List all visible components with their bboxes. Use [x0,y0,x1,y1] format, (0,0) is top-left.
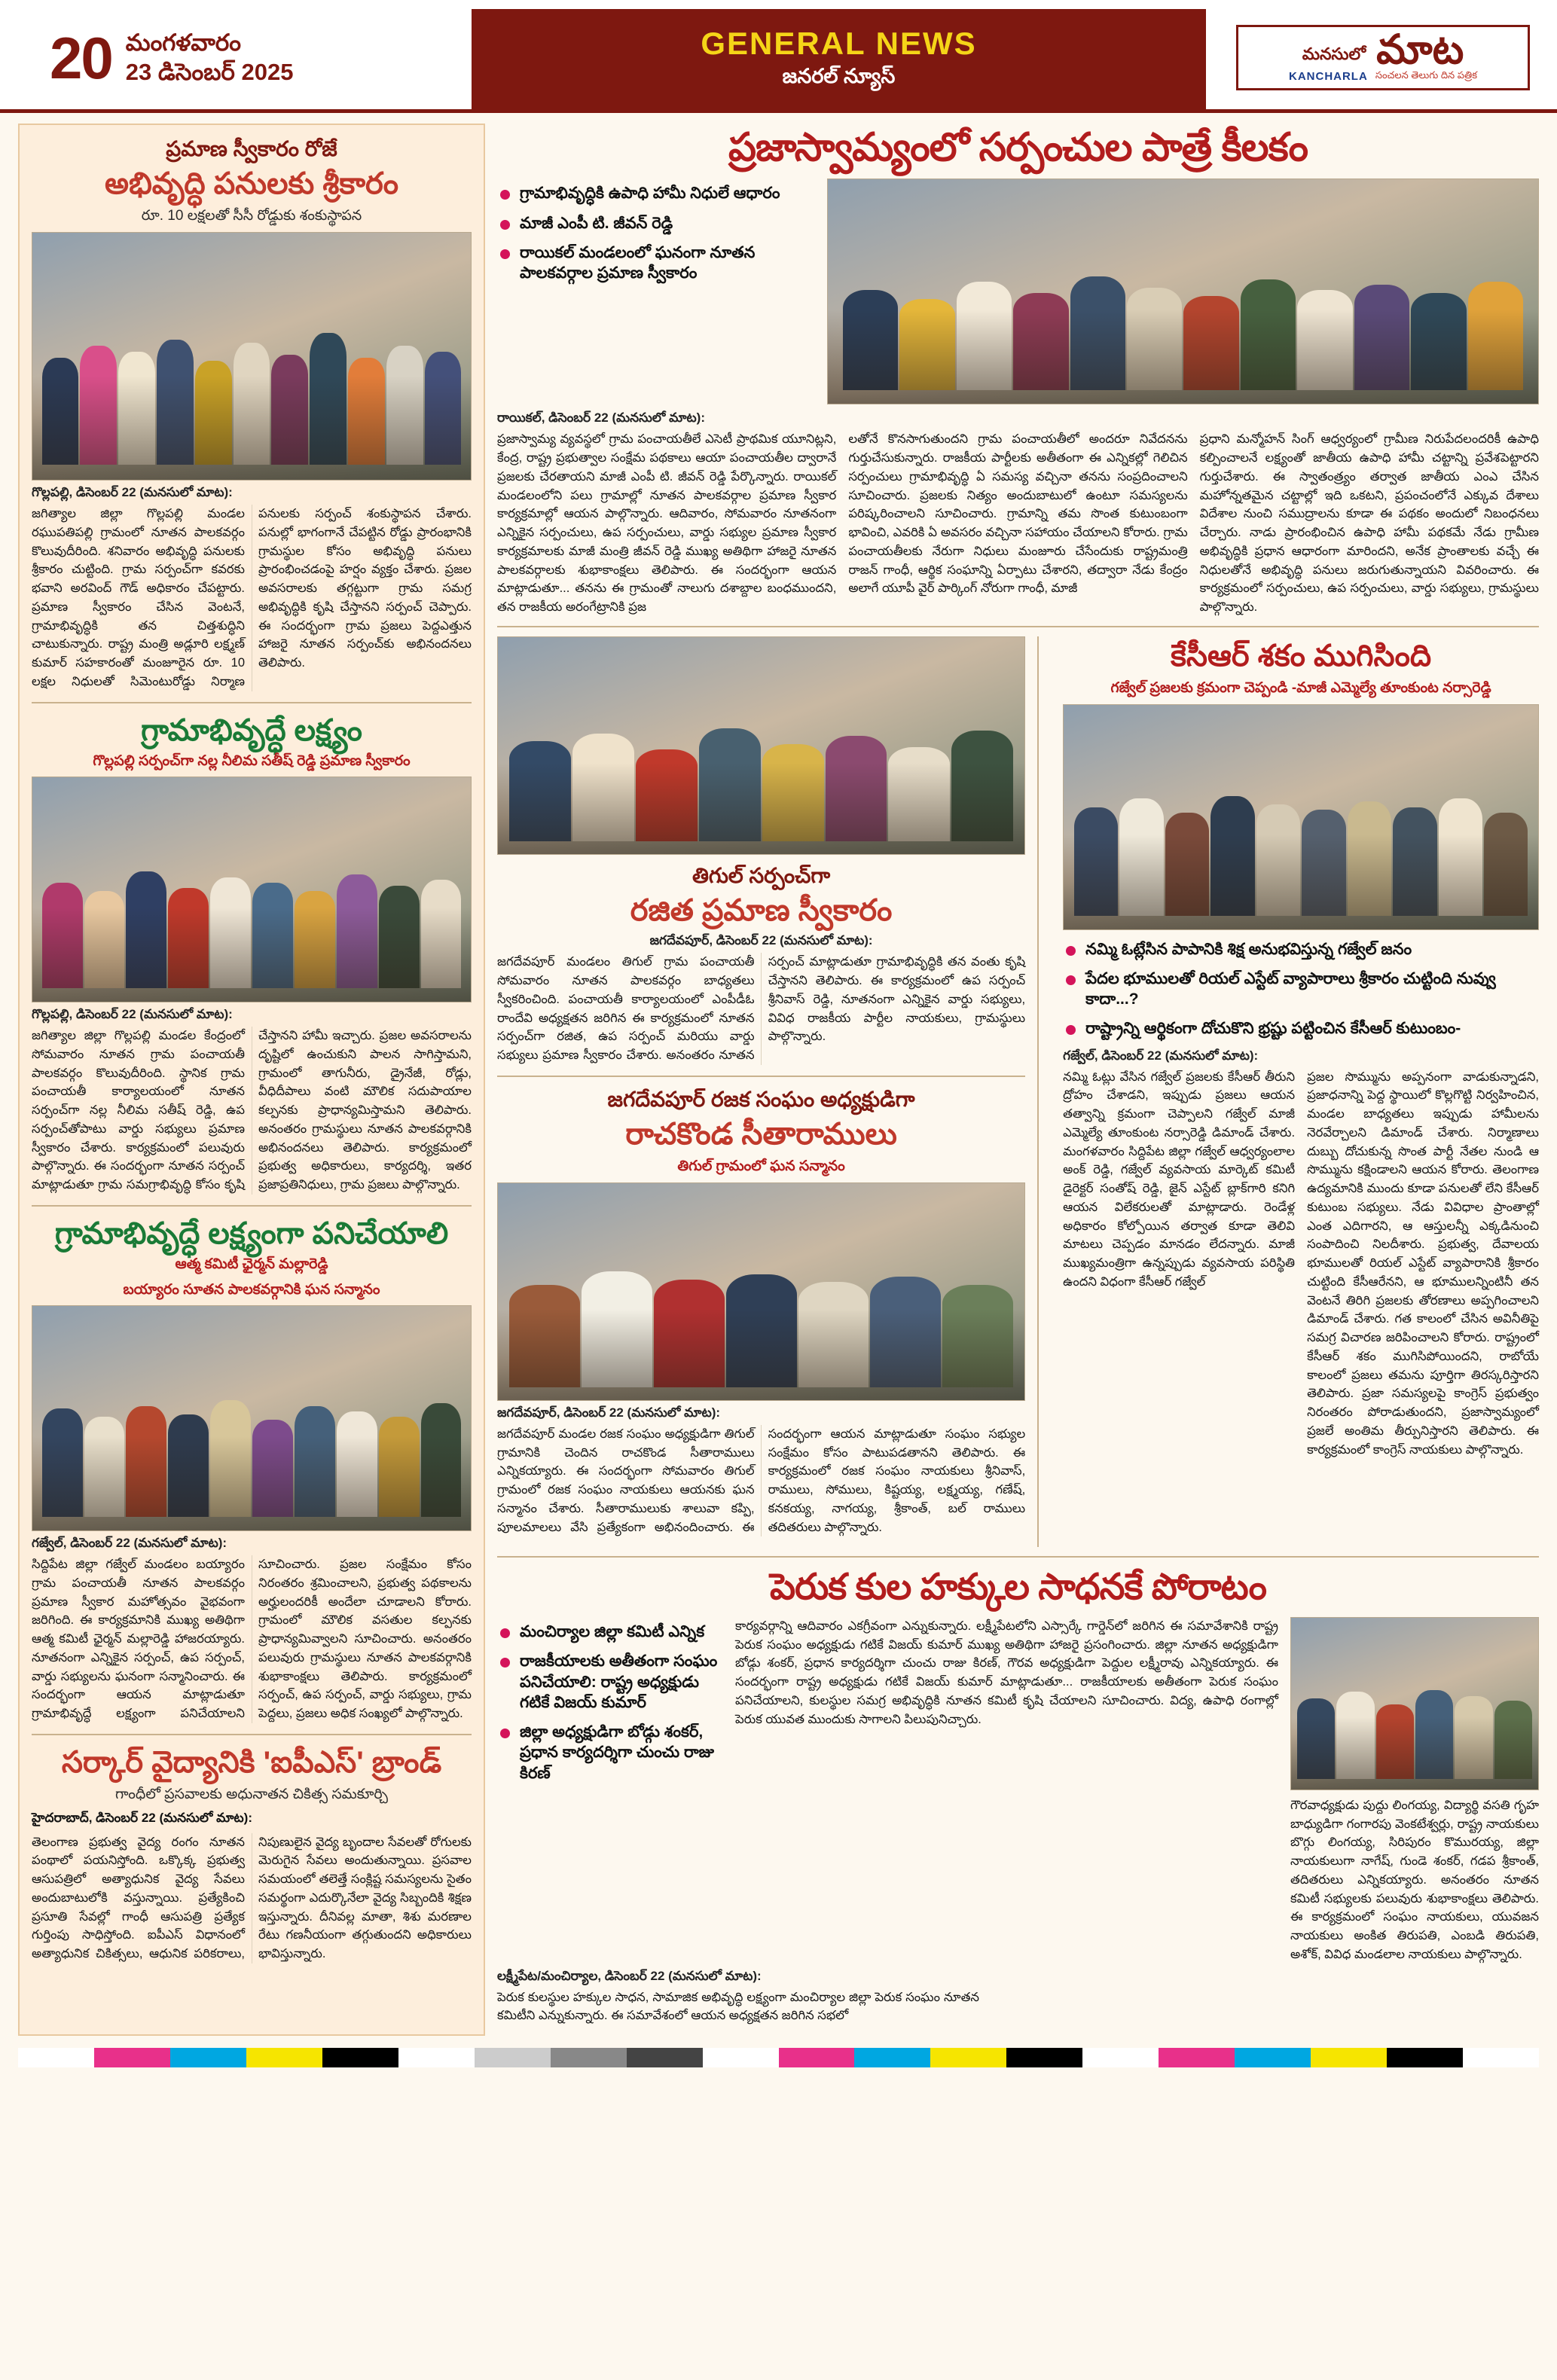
peruka-bullet-list [497,1622,723,1783]
divider [32,1205,472,1207]
divider [497,1076,1025,1077]
article-body: తెలంగాణ ప్రభుత్వ వైద్య రంగం నూతన పంథాలో పయనిస్తోంది. ఒక్కొక్క ప్రభుత్వ ఆసుపత్రిలో అత్యాధునిక వైద్య సేవలు అందుబాటులోకి వస్తున్నాయి. ప్రత్యేకించి ప్రసూతి సేవల్లో గాంధీ ఆసుపత్రి ప్రత్యేక గుర్తింపు సాధిస్తోంది. ఐపీఎస్ విధానంలో అత్యాధునిక చికిత్సలు, ఆధునిక పరికరాలు, నిపుణులైన వైద్య బృందాల సేవలతో రోగులకు మెరుగైన సేవలు అందుతున్నాయి. ప్రసవాల సమయంలో తలెత్తే సంక్లిష్ట సమస్యలను సైతం సమర్థంగా ఎదుర్కొనేలా వైద్య సిబ్బందికి శిక్షణ ఇస్తున్నారు. దీనివల్ల మాతా, శిశు మరణాల రేటు గణనీయంగా తగ్గుతుందని అధికారులు భావిస్తున్నారు. [32,1835,472,1961]
article-tigul-sarpanch [497,636,1025,1065]
article-sarpanchula-patre-keelakam [497,125,1539,617]
bullet-item: రాజకీయాలకు అతీతంగా సంఘం పనిచేయాలి: రాష్ట్ర అధ్యక్షుడు గటికే విజయ్ కుమార్ [497,1651,723,1713]
article-dateline: జగదేవపూర్, డిసెంబర్ 22 (మనసులో మాట): [649,933,873,948]
article-photo [32,777,472,1002]
article-body: జగదేవపూర్ మండల రజక సంఘం అధ్యక్షుడిగా తిగుల్ గ్రామానికి చెందిన రాచకొండ సీతారాములు ఎన్నికయ్యారు. ఈ సందర్భంగా సోమవారం తిగుల్ గ్రామంలో రజక సంఘం నాయకులు ఆయనకు ఘన సన్మానం చేశారు. సీతారాములుకు శాలువా కప్పి, పూలమాలలు వేసి ప్రత్యేకంగా అభినందించారు. ఈ సందర్భంగా ఆయన మాట్లాడుతూ సంఘం సభ్యుల సంక్షేమం కోసం పాటుపడతానని తెలిపారు. ఈ కార్యక్రమంలో రజక సంఘం నాయకులు శ్రీనివాస్, రాములు, సోములు, కిష్టయ్య, లక్ష్మయ్య, గణేష్, కనకయ్య, నాగయ్య, శ్రీకాంత్, బల్ రాములు తదితరులు పాల్గొన్నారు. [497,1426,1026,1534]
article-headline: రజిత ప్రమాణ స్వీకారం [630,894,893,928]
masthead-day-number: 20 [50,24,112,91]
bullet-item: నమ్మి ఓట్లేసిన పాపానికి శిక్ష అనుభవిస్తున్న గజ్వేల్ జనం [1063,939,1539,960]
article-photo [32,1305,472,1531]
main-body-col-2: లతోనే కొనసాగుతుందని గ్రామ పంచాయతీలో అందరూ నివేదనను గుర్తుచేసుకున్నారు. రాజకీయ పార్టీలకు అతీతంగా ఈ ఎన్నికల్లో గెలిచిన సర్పంచులు గ్రామాభివృద్ధి ఏ సమస్య వచ్చినా తనను సంప్రదించాలని సూచించారు. ప్రజలకు నిత్యం అందుబాటులో ఉంటూ సమస్యలను పరిష్కరించాలని సూచించారు. గ్రామాన్ని తమ సొంత కుటుంబంగా భావించి, ఎవరికి ఏ అవసరం వచ్చినా సహాయం చేయాలని కోరారు. గ్రామ పంచాయతీలకు నేరుగా నిధులు మంజూరు చేసేందుకు రాష్ట్రమంత్రి రాజన్ గాంధీ, ఆర్థిక సంఘాన్ని ఏర్పాటు చేశారని, తద్వారా నేడు కేంద్రం అలాగే యూపీ వైర్ పార్కింగ్ నోరుగా గాంధీ, మాజీ [848,432,1188,596]
main-headline: ప్రజాస్వామ్యంలో సర్పంచుల పాత్రే కీలకం [728,126,1308,169]
masthead-date-text: 23 డిసెంబర్ 2025 [125,58,294,85]
divider [32,1734,472,1735]
article-photo [497,636,1025,855]
article-photo [1290,1617,1539,1790]
article-body: జగిత్యాల జిల్లా గొల్లపల్లి మండల కేంద్రంలో సోమవారం నూతన గ్రామ పంచాయతీ పాలకవర్గం కొలువుదీరింది. స్థానిక గ్రామ పంచాయతీ కార్యాలయంలో నూతన సర్పంచ్‌గా నల్ల నీలిమ సతీష్ రెడ్డి, ఉప సర్పంచ్‌తోపాటు వార్డు సభ్యులు ప్రమాణ స్వీకారం చేశారు. కార్యక్రమంలో పలువురు పాల్గొన్నారు. ఈ సందర్భంగా నూతన సర్పంచ్ మాట్లాడుతూ గ్రామ సమగ్రాభివృద్ధి కోసం కృషి చేస్తానని హామీ ఇచ్చారు. ప్రజల అవసరాలను దృష్టిలో ఉంచుకుని పాలన సాగిస్తామని, గ్రామంలో తాగునీరు, డ్రైనేజీ, రోడ్లు, వీధిదీపాలు వంటి మౌలిక సదుపాయాల కల్పనకు ప్రాధాన్యమిస్తామని తెలిపారు. అనంతరం గ్రామస్థులు నూతన పాలకవర్గానికి అభినందనలు తెలిపారు. కార్యక్రమంలో ప్రభుత్వ అధికారులు, కార్యదర్శి, ఇతర ప్రజాప్రతినిధులు, గ్రామ ప్రజలు పాల్గొన్నారు. [32,1029,472,1192]
bullet-item: రాయికల్ మండలంలో ఘనంగా నూతన పాలకవర్గాల ప్రమాణ స్వీకారం [497,243,814,284]
bullet-item: గ్రామాభివృద్ధికి ఉపాధి హామీ నిధులే ఆధారం [497,183,814,203]
article-headline: గ్రామాభివృద్ధే లక్ష్యం [141,713,362,747]
article-body: జగదేవపూర్ మండలం తిగుల్ గ్రామ పంచాయతీ సోమవారం నూతన పాలకవర్గం బాధ్యతలు స్వీకరించింది. పంచాయతీ కార్యాలయంలో ఎంపీడీఓ రాందేవి అధ్యక్షతన జరిగిన ఈ కార్యక్రమంలో నూతన సర్పంచ్‌గా రజిత, ఉప సర్పంచ్ మరియు వార్డు సభ్యులు ప్రమాణ స్వీకారం చేశారు. అనంతరం నూతన సర్పంచ్ మాట్లాడుతూ గ్రామాభివృద్ధికి తన వంతు కృషి చేస్తానని తెలిపారు. ఈ కార్యక్రమంలో ఉప సర్పంచ్ శ్రీనివాస్ రెడ్డి, నూతనంగా ఎన్నికైన వార్డు సభ్యులు, వివిధ రాజకీయ పార్టీల నాయకులు, గ్రామస్థులు పాల్గొన్నారు. [497,955,1026,1062]
masthead-section-banner [472,9,1206,109]
article-headline: గ్రామాభివృద్ధే లక్ష్యంగా పనిచేయాలి [54,1216,449,1250]
bullet-item: మంచిర్యాల జిల్లా కమిటీ ఎన్నిక [497,1622,723,1642]
masthead-weekday: మంగళవారం [125,29,241,56]
article-headline: సర్కార్ వైద్యానికి 'ఐపీఎస్' బ్రాండ్ [61,1745,442,1779]
article-subhead: గజ్వేల్ ప్రజలకు క్రమంగా చెప్పండి -మాజీ ఎమ్మెల్యే తూంకుంట నర్సారెడ్డి [1110,679,1491,696]
article-dateline: హైదరాబాద్, డిసెంబర్ 22 (మనసులో మాట): [32,1810,252,1825]
bullet-item: మాజీ ఎంపీ టి. జీవన్ రెడ్డి [497,213,814,233]
main-bullet-list [497,183,814,283]
bullet-item: రాష్ట్రాన్ని ఆర్థికంగా దోచుకొని భ్రష్టు పట్టించిన కేసీఆర్ కుటుంబం- [1063,1018,1539,1039]
main-article-dateline: రాయికల్, డిసెంబర్ 22 (మనసులో మాట): [497,410,705,426]
bullet-item: పేదల భూములతో రియల్ ఎస్టేట్ వ్యాపారాలు శ్రీకారం చుట్టింది నువ్వు కాదా...? [1063,969,1539,1010]
article-dateline: గజ్వేల్, డిసెంబర్ 22 (మనసులో మాట): [1063,1048,1259,1063]
article-subhead: రూ. 10 లక్షలతో సీసీ రోడ్డుకు శంకుస్థాపన [141,208,362,224]
article-kcr-shakam-mugisindi [1063,638,1539,1460]
main-body-col-1: ప్రజాస్వామ్య వ్యవస్థలో గ్రామ పంచాయతీలే ఎసెటీ ప్రాథమిక యూనిట్లని, కేంద్ర, రాష్ట్ర ప్రభుత్వాల సంక్షేమ పథకాలు ఆయా పంచాయతీల ద్వారానే ప్రజలకు చేరతాయని మాజీ ఎంపీ టి. జీవన్ రెడ్డి పేర్కొన్నారు. రాయికల్ మండలంలోని పలు గ్రామాల్లో నూతన పాలకవర్గాల ప్రమాణ స్వీకార కార్యక్రమాల్లో ఆయన పాల్గొన్నారు. ఆదివారం, సోమవారం నూతనంగా ఎన్నికైన సర్పంచులు, ఉప సర్పంచులు, వార్డు సభ్యుల ప్రమాణ స్వీకార కార్యక్రమాలకు మాజీ మంత్రి జీవన్ రెడ్డి ముఖ్య అతిథిగా హాజరై నూతన పాలకవర్గాలకు శుభాకాంక్షలు తెలిపారు. ఈ సందర్భంగా ఆయన మాట్లాడుతూ... తనను ఈ గ్రామంతో నాలుగు దశాబ్దాల బంధముందని, తన రాజకీయ అరంగేట్రానికి ప్రజ [497,432,837,615]
print-registration-colorbar [18,2048,1539,2067]
section-title-en: GENERAL NEWS [701,25,977,61]
article-subhead-2: బయ్యారం సూతన పాలకవర్గానికి ఘన సన్మానం [123,1281,380,1298]
logo-publisher: KANCHARLA [1288,70,1368,84]
article-subhead: గాంధీలో ప్రసవాలకు అధునాతన చికిత్స సమకూర్చి [115,1786,388,1802]
article-gramabhivruddhe-lakshyam [32,712,472,1195]
article-photo [32,232,472,481]
article-kicker: తిగుల్ సర్పంచ్‌గా [691,863,831,887]
article-dateline: గజ్వేల్, డిసెంబర్ 22 (మనసులో మాట): [32,1536,227,1551]
article-dateline: లక్ష్మీపేట/మంచిర్యాల, డిసెంబర్ 22 (మనసులో మాట): [497,1968,762,1983]
bullet-item: జిల్లా అధ్యక్షుడిగా బోడ్గు శంకర్, ప్రధాన కార్యదర్శిగా చుంచు రాజు కిరణ్ [497,1722,723,1783]
article-subhead-1: ఆత్మ కమిటీ ఛైర్మన్ మల్లారెడ్డి [175,1256,328,1272]
article-body: సిద్దిపేట జిల్లా గజ్వేల్ మండలం బయ్యారం గ్రామ పంచాయతీ నూతన పాలకవర్గం ప్రమాణ స్వీకార మహోత్సవం వైభవంగా జరిగింది. ఈ కార్యక్రమానికి ముఖ్య అతిథిగా ఆత్మ కమిటీ ఛైర్మన్ మల్లారెడ్డి హాజరయ్యారు. నూతనంగా ఎన్నికైన సర్పంచ్, ఉప సర్పంచ్, వార్డు సభ్యులను ఘనంగా సన్మానించారు. ఈ సందర్భంగా ఆయన మాట్లాడుతూ గ్రామాభివృద్ధే లక్ష్యంగా పనిచేయాలని సూచించారు. ప్రజల సంక్షేమం కోసం నిరంతరం శ్రమించాలని, ప్రభుత్వ పథకాలను అర్హులందరికీ అందేలా చూడాలని కోరారు. గ్రామంలో మౌలిక వసతుల కల్పనకు ప్రాధాన్యమివ్వాలని సూచించారు. అనంతరం పలువురు గ్రామస్థులు నూతన పాలకవర్గానికి శుభాకాంక్షలు తెలిపారు. కార్యక్రమంలో సర్పంచ్, ఉప సర్పంచ్, వార్డు సభ్యులు, గ్రామ పెద్దలు, ప్రజలు అధిక సంఖ్యలో పాల్గొన్నారు. [32,1558,472,1721]
divider [497,626,1539,627]
article-photo [497,1182,1025,1401]
article-body: జగిత్యాల జిల్లా గొల్లపల్లి మండల రఘుపతిపల్లి గ్రామంలో నూతన పాలకవర్గం కొలువుదీరింది. శనివారం అభివృద్ధి పనులకు శ్రీకారం చుట్టింది. గ్రామ సర్పంచ్‌గా కవరకు భవాని అరవింద్ గౌడ్ అధికారం చేపట్టారు. ప్రమాణ స్వీకారం చేసిన వెంటనే, గ్రామాభివృద్ధికి తన చిత్తశుద్ధిని చాటుకున్నారు. రాష్ట్ర మంత్రి అడ్లూరి లక్ష్మణ్ కుమార్ సహకారంతో మంజూరైన రూ. 10 లక్షల నిధులతో సిమెంటురోడ్డు నిర్మాణ పనులకు సర్పంచ్ శంకుస్థాపన చేశారు. పనుల్లో భాగంగానే చేపట్టిన రోడ్డు ప్రారంభానికి గ్రామస్థుల కోసం అభివృద్ధి పనులు ప్రారంభించడంపై హర్షం వ్యక్తం చేశారు. ప్రజల అవసరాలకు తగ్గట్టుగా గ్రామ సమగ్ర అభివృద్ధికి కృషి చేస్తానని సర్పంచ్ చెప్పారు. ఈ సందర్భంగా గ్రామ ప్రజలు పెద్దఎత్తున హాజరై నూతన సర్పంచ్‌కు అభినందనలు తెలిపారు. [32,507,472,688]
main-body-col-3: ప్రధాని మన్మోహన్ సింగ్ ఆధ్వర్యంలో గ్రామీణ నిరుపేదలందరికీ ఉపాధి కల్పించాలనే లక్ష్యంతో జాతీయ ఉపాధి హామీ చట్టాన్ని ప్రవేశపెట్టారని గుర్తుచేశారు. ఈ స్వాతంత్ర్యం తర్వాత జాతీయ ఎంఎ చేసిన మహోన్నతమైన చట్టాల్లో ఇది ఒకటని, ప్రపంచంలోనే ఎక్కువ దేశాలు విదేశాల నుంచి సముద్రాలను కూడా ఈ పథకం అందులో నిబంధనలు చేర్చారు. నాడు ప్రారంభించిన ఉపాధి హామీ పథకమే నేడు గ్రామీణ అభివృద్ధికి ప్రధాన ఆధారంగా మారిందని, అనేక ప్రాంతాలకు వచ్చే ఈ నిధులతోనే అభివృద్ధి పనులు జరుగుతున్నాయని వివరించారు. ఈ కార్యక్రమంలో సర్పంచులు, ఉప సర్పంచులు, వార్డు సభ్యులు, గ్రామస్థులు పాల్గొన్నారు. [1199,432,1539,615]
article-ips-brand [32,1744,472,1964]
logo-line1: మనసులో [1302,44,1366,64]
masthead-date [20,6,472,109]
left-column [18,124,485,2036]
middle-band [497,636,1539,1547]
article-dateline: జగదేవపూర్, డిసెంబర్ 22 (మనసులో మాట): [497,1405,721,1420]
page-content [0,113,1557,2043]
kcr-bullet-list [1063,939,1539,1039]
article-kicker: ప్రమాణ స్వీకారం రోజే [166,137,337,160]
peruka-body-col-2: కార్యవర్గాన్ని ఆదివారం ఎకగ్రీవంగా ఎన్నుకున్నారు. లక్ష్మీపేటలోని ఎస్సార్కే గార్డెన్‌లో జరిగిన ఈ సమావేశానికి రాష్ట్ర పెరుక సంఘం అధ్యక్షుడు గటికే విజయ్ కుమార్ ముఖ్య అతిథిగా హాజరై ప్రసంగించారు. జిల్లా నూతన అధ్యక్షుడిగా బోడ్గు శంకర్, ప్రధాన కార్యదర్శిగా చుంచు రాజు కిరణ్, గౌరవ అధ్యక్షుడిగా పెద్దుల లక్ష్మీరావు ఎన్నికయ్యారు. ఈ సందర్భంగా రాష్ట్ర అధ్యక్షుడు గటికే విజయ్ కుమార్ మాట్లాడుతూ... రాజకీయాలకు అతీతంగా పెరుక సంఘం పనిచేయాలని, కులస్థుల సమగ్ర అభివృద్ధికి నూతన కమిటీ కృషి చేయాలని సూచించారు. విద్య, ఉపాధి రంగాల్లో పెరుక యువత ముందుకు సాగాలని పిలుపునిచ్చారు. [735,1619,1278,1726]
article-rajaka-sangham [497,1086,1025,1537]
right-column [497,124,1539,2036]
article-photo [1063,704,1539,930]
logo-line2: మాట [1376,26,1464,72]
divider [497,1556,1539,1558]
article-panicheyali [32,1216,472,1723]
article-headline: పెరుక కుల హక్కుల సాధనకే పోరాటం [769,1567,1267,1608]
article-headline: అభివృద్ధి పనులకు శ్రీకారం [104,167,399,201]
article-peruka-kula-hakkula [497,1567,1539,2025]
article-dateline: గొల్లపల్లి, డిసెంబర్ 22 (మనసులో మాట): [32,1007,233,1022]
article-abhivruddhi-panulaku [32,136,472,691]
masthead [0,0,1557,113]
logo-tagline: సంచలన తెలుగు దిన పత్రిక [1375,69,1477,81]
publication-logo [1206,6,1537,109]
main-article-photo [827,178,1539,404]
article-headline: రాచకొండ సీతారాములు [625,1118,897,1152]
divider [32,702,472,703]
article-subhead: గొల్లపల్లి సర్పంచ్‌గా నల్ల నీలిమ సతీష్ రెడ్డి ప్రమాణ స్వీకారం [93,752,411,769]
article-subhead: తిగుల్ గ్రామంలో ఘన సన్మానం [677,1158,845,1175]
article-kicker: జగదేవపూర్ రజక సంఘం అధ్యక్షుడిగా [607,1087,915,1111]
article-headline: కేసీఆర్ శకం ముగిసింది [1171,639,1432,673]
article-dateline: గొల్లపల్లి, డిసెంబర్ 22 (మనసులో మాట): [32,485,233,500]
peruka-body-col-3: గౌరవాధ్యక్షుడు పుద్దు లింగయ్య, విద్యార్థి వసతి గృహ బాధ్యుడిగా గంగారపు వెంకటేశ్వర్లు, రాష్ట్ర నాయకులు బొగ్గు లింగయ్య, సిరిపురం కొమురయ్య, జిల్లా నాయకులుగా నాగేష్, గుండె శంకర్, గడప శ్రీకాంత్, తదితరులు ఎన్నికయ్యారు. అనంతరం నూతన కమిటీ సభ్యులకు పలువురు శుభాకాంక్షలు తెలిపారు. ఈ కార్యక్రమంలో సంఘం నాయకులు, యువజన నాయకులు అంకిత తిరుపతి, ఎంబడి తిరుపతి, అశోక్, వివిధ మండలాల నాయకులు పాల్గొన్నారు. [1290,1798,1539,1961]
kcr-body-col-2: ప్రజల సొమ్మును అప్పనంగా వాడుకున్నాడని, ప్రజాధనాన్ని పెద్ద స్థాయిలో కొల్లగొట్టి నిర్వహించిన, మండల బాధ్యతలు ఇప్పుడు హామీలను నెరవేర్చాలని డిమాండ్ చేశారు. నిర్మాణాలు దుబ్బు దోచుకున్న సొంత పార్టీ నేతల నుండి ఆ సొమ్మును కక్షిండాలని ఆయన కోరారు. తెలంగాణ ఉద్యమానికి ముందు కూడా పనులతో లేని కేసీఆర్ కుటుంబ సభ్యులు. నేడు వివిధాల ప్రాంతాల్లో ఎంత ఎదిగారని, ఆ ఆస్తులన్నీ ఎక్కడినుంచి సంపాదించి నిలదీశారు. ప్రభుత్వ, దేవాలయ భూములతో రియల్ ఎస్టేట్ వ్యాపారానికి శ్రీకారం చుట్టింది కేసీఆరేనని, ఆ భూములన్నింటినీ తన వెంటనే తిరిగి ప్రజలకు తోరణాలు అప్పగించాలని డిమాండ్ చేశారు. గత కాలంలో చేసిన అవినీతిపై సమగ్ర విచారణ జరిపించాలని కోరారు. రాష్ట్రంలో కేసీఆర్ శకం ముగిసిపోయిందని, రాబోయే కాలంలో ప్రజలు తమను పూర్తిగా తిరస్కరిస్తారని తెలిపారు. ప్రజా సమస్యలపై కాంగ్రెస్ ప్రభుత్వం నిరంతరం పోరాడుతుందని, ప్రజాస్వామ్యంలో ప్రజలే అంతిమ తీర్పునిస్తారని తెలిపారు. ఈ కార్యక్రమంలో కాంగ్రెస్ నాయకులు పాల్గొన్నారు. [1307,1069,1539,1457]
kcr-body-col-1: నమ్మి ఓట్లు వేసిన గజ్వేల్ ప్రజలకు కేసీఆర్ తీరుని ద్రోహం చేశాడని, ఇప్పుడు ప్రజలు ఆయన తత్వాన్ని క్రమంగా చెప్పాలని గజ్వేల్ మాజీ ఎమ్మెల్యే తూంకుంట నర్సారెడ్డి డిమాండ్ చేశారు. మంగళవారం సిద్దిపేట జిల్లా గజ్వేల్ ఆధ్వర్యంలాల అంక్ రెడ్డి, గజ్వేల్ వ్యవసాయ మార్కెట్ కమిటీ డైరెక్టర్ సంతోష్ రెడ్డి, జైన్ ఎస్టేట్ బ్లాక్‌గారి కనిగి ఆయన విలేకరులతో మాట్లాడారు. రెండేళ్ల అధికారం కోల్పోయిన తర్వాత కూడా తెలివి మాటలు చెప్పడం మానడం లేదన్నారు. మాజీ ముఖ్యమంత్రిగా ఉన్నప్పుడు వ్యవసాయ పరిస్థితి ఉందని విధంగా కేసీఆర్ గజ్వేల్ [1063,1069,1296,1289]
peruka-body-col-1: పెరుక కులస్థుల హక్కుల సాధన, సామాజిక అభివృద్ధి లక్ష్యంగా మంచిర్యాల జిల్లా పెరుక సంఘం నూతన కమిటీని ఎన్నుకున్నారు. ఈ సమావేశంలో ఆయన అధ్యక్షతన జరిగిన సభలో [497,1990,979,2023]
section-title-te: జనరల్ న్యూస్ [782,64,896,87]
